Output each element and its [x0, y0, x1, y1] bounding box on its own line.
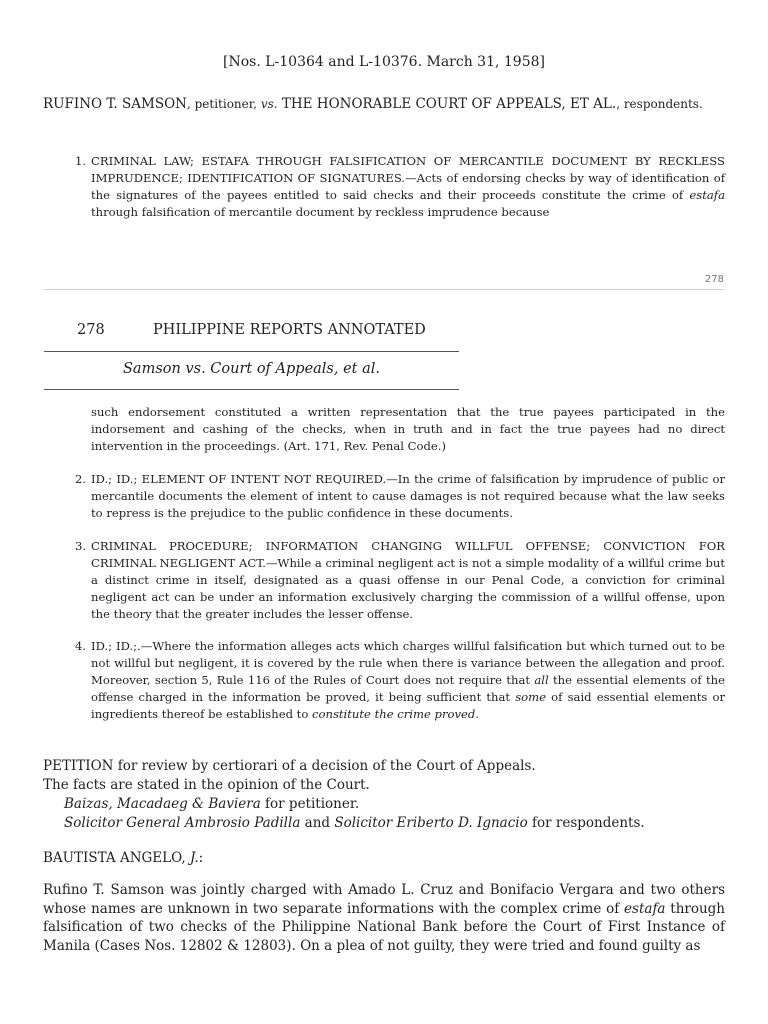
opinion-italic: estafa: [624, 900, 666, 917]
syllabus-italic: constitute the crime proved.: [312, 707, 480, 721]
running-header-case-title: Samson vs. Court of Appeals, et al.: [123, 361, 380, 377]
counsel-name: Solicitor Eriberto D. Ignacio: [334, 815, 528, 831]
syllabus-text: through falsification of mercantile document by reckless imprudence because: [91, 205, 550, 219]
syllabus-text: —In the crime of falsification by imprudence of public or mercantile documents the element of intent to cause damages is not required because what the law seeks to repress is the prejudice to the public confidence in these documents.: [91, 472, 726, 520]
opinion-text: Rufino T. Samson was jointly charged with Amado L. Cruz and Bonifacio Vergara and two others whose names are unknown in two separate informations with the complex crime of: [43, 882, 725, 917]
syllabus-text: .—Where the information alleges acts which charges willful falsification but which turned out to be not willful but negligent, it is covered by the rule when there is variance between the allegation and proof. Moreover, section 5, Rule 116 of the Rules of Court does not require that: [91, 639, 725, 687]
syllabus-italic: estafa: [689, 188, 725, 202]
counsel-name: Solicitor General Ambrosio Padilla: [64, 815, 301, 831]
syllabus-number: 4.: [75, 639, 87, 653]
counsel-petitioner: [64, 795, 734, 814]
running-header-rule-top: [44, 351, 459, 352]
petition-keyword: PETITION: [43, 758, 114, 774]
petition-line: [43, 757, 733, 776]
syllabus-number: 1.: [75, 154, 87, 168]
running-header-title: PHILIPPINE REPORTS ANNOTATED: [153, 322, 426, 338]
syllabus-text: —Acts of endorsing checks by way of identification of the signatures of the payees entitled to said checks and their proceeds constitute the crime of: [91, 171, 725, 202]
petition-text: for review by certiorari of a decision of the Court of Appeals.: [113, 758, 536, 774]
syllabus-number: 2.: [75, 472, 87, 486]
syllabus-item-3: [75, 538, 725, 623]
syllabus-italic: some: [515, 690, 547, 704]
page-divider: [44, 289, 724, 290]
syllabus-text: of said essential elements or ingredients thereof be established to: [91, 690, 725, 721]
syllabus-number: 3.: [75, 539, 87, 553]
counsel-role: for petitioner.: [260, 796, 360, 812]
syllabus-italic: all: [534, 673, 549, 687]
syllabus-item-1: [75, 153, 725, 221]
petitioner-name: RUFINO T. SAMSON: [43, 96, 187, 112]
respondent-role: , respondents.: [616, 97, 703, 111]
syllabus-text: the essential elements of the offense charged in the information be proved, it being sufficient that: [91, 673, 725, 704]
case-citation: [Nos. L-10364 and L-10376. March 31, 1958]: [223, 54, 545, 70]
syllabus-heading: CRIMINAL PROCEDURE; INFORMATION CHANGING WILLFUL OFFENSE; CONVICTION FOR CRIMINAL NEGLIGENT ACT.: [91, 539, 725, 570]
ponente-suffix: :: [198, 850, 204, 866]
ponente-title: J.: [189, 850, 199, 866]
counsel-name: Baizas, Macadaeg & Baviera: [64, 796, 261, 812]
petitioner-role: , petitioner,: [186, 97, 261, 111]
running-header-rule-bottom: [44, 389, 459, 390]
facts-line: The facts are stated in the opinion of the Court.: [43, 777, 370, 793]
respondent-name: THE HONORABLE COURT OF APPEALS, ET AL.: [277, 96, 617, 112]
versus: vs.: [260, 97, 278, 111]
syllabus-heading: ID.; ID.;: [91, 639, 138, 653]
ponente: [43, 849, 733, 868]
page-marker: 278: [704, 274, 724, 285]
syllabus-item-4: [75, 638, 725, 723]
counsel-role: for respondents.: [527, 815, 645, 831]
syllabus-text: —While a criminal negligent act is not a simple modality of a willful crime but a distinct crime in itself, designated as a quasi offense in our Penal Code, a conviction for criminal negligent act can be under an information exclusively charging the commission of a willful offense, upon the theory that the greater includes the lesser offense.: [91, 556, 725, 621]
syllabus-continuation: such endorsement constituted a written representation that the true payees participated in the indorsement and cashing of the checks, when in truth and in fact the true payees had no direct intervention in the proceedings. (Art. 171, Rev. Penal Code.): [91, 405, 725, 453]
syllabus-item-2: [75, 471, 726, 522]
syllabus-heading: ID.; ID.; ELEMENT OF INTENT NOT REQUIRED.: [91, 472, 387, 486]
opinion-text: through falsification of two checks of the Philippine National Bank before the Court of First Instance of Manila (Cases Nos. 12802 & 12803). On a plea of not guilty, they were tried and found guilty as: [43, 900, 725, 954]
case-parties: [43, 95, 725, 114]
syllabus-heading: CRIMINAL LAW; ESTAFA THROUGH FALSIFICATION OF MERCANTILE DOCUMENT BY RECKLESS IMPRUDENCE; IDENTIFICATION OF SIGNATURES.: [91, 154, 725, 185]
opinion-paragraph: [43, 881, 725, 955]
counsel-respondents: [64, 814, 734, 833]
running-header-page-number: 278: [77, 322, 105, 338]
ponente-name: BAUTISTA ANGELO,: [43, 850, 190, 866]
counsel-conjunction: and: [300, 815, 335, 831]
